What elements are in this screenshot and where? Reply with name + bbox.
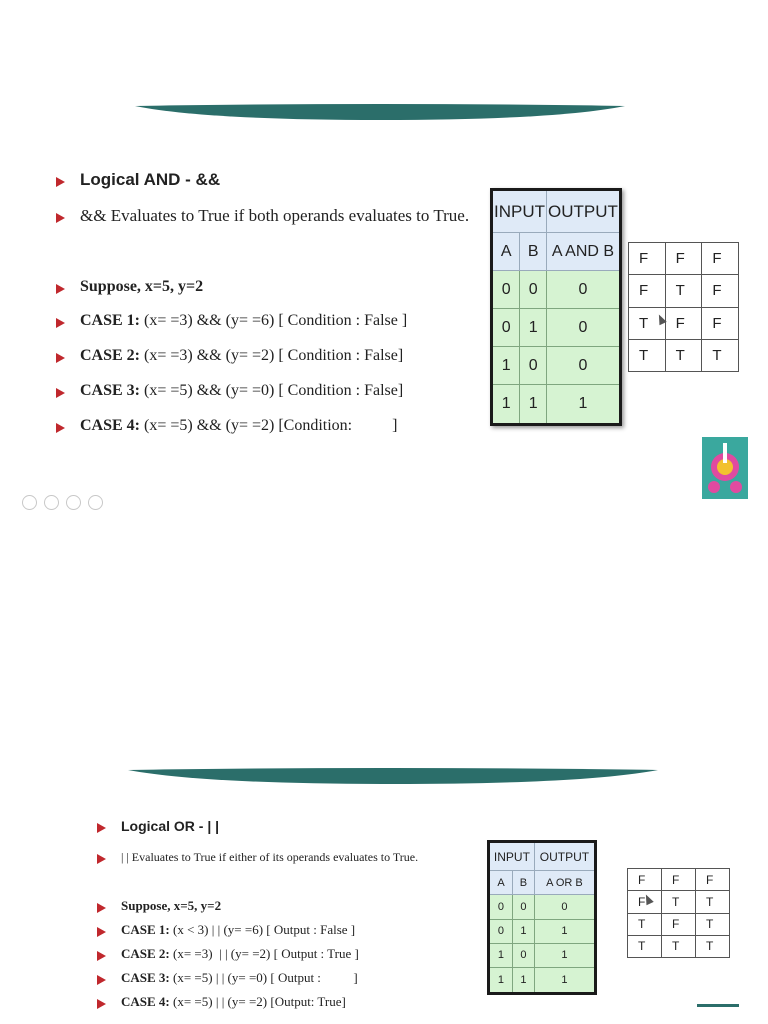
grid-cell: F xyxy=(665,307,702,339)
grid-cell: F xyxy=(696,869,730,891)
globe-icon[interactable] xyxy=(44,495,59,510)
bullet-arrow-icon xyxy=(56,353,65,363)
case-expression: (x= =5) && (y= =0) [ Condition : False] xyxy=(140,382,404,399)
table-cell: 1 xyxy=(512,968,534,994)
bullet-arrow-icon xyxy=(97,999,106,1009)
table-row xyxy=(492,271,621,309)
table-cell: 0 xyxy=(547,347,621,385)
zoom-icon[interactable] xyxy=(66,495,81,510)
table-header-row xyxy=(492,190,621,233)
grid-row xyxy=(628,913,730,935)
table-cell: 1 xyxy=(534,943,595,967)
case-label: Suppose, x=5, y=2 xyxy=(121,898,222,913)
bullet-arrow-icon xyxy=(56,423,65,433)
column-group-header: OUTPUT xyxy=(547,190,621,233)
definition-text: && Evaluates to True if both operands evaluates to True. xyxy=(80,206,470,225)
case-label: CASE 3: xyxy=(80,382,141,399)
table-row xyxy=(489,895,596,919)
bullet-list xyxy=(56,170,476,450)
table-cell: 0 xyxy=(512,895,534,919)
title-banner xyxy=(128,768,658,786)
corner-accent-bar xyxy=(697,1004,739,1007)
bullet-arrow-icon xyxy=(97,927,106,937)
bullet-list xyxy=(97,818,477,1018)
table-cell: 1 xyxy=(547,385,621,425)
table-row xyxy=(489,919,596,943)
grid-cell: T xyxy=(696,935,730,957)
table-row xyxy=(489,968,596,994)
bullet-arrow-icon xyxy=(97,854,106,864)
slide-heading: Logical OR - | | xyxy=(121,818,220,834)
grid-cell: T xyxy=(629,307,666,339)
case-label: CASE 1: xyxy=(80,312,141,329)
grid-cell: T xyxy=(628,913,662,935)
case-expression: (x= =3) && (y= =2) [ Condition : False] xyxy=(140,347,404,364)
table-cell: 0 xyxy=(489,919,513,943)
case-expression: (x= =3) && (y= =6) [ Condition : False ] xyxy=(140,312,408,329)
table-cell: 1 xyxy=(520,385,547,425)
grid-row xyxy=(629,243,739,275)
grid-row xyxy=(629,339,739,371)
grid-cell: F xyxy=(629,243,666,275)
table-row xyxy=(492,385,621,425)
more-icon[interactable] xyxy=(88,495,103,510)
table-cell: 1 xyxy=(534,919,595,943)
table-cell: 1 xyxy=(492,385,520,425)
case-expression: (x= =5) && (y= =2) [Condition: ] xyxy=(140,417,398,434)
table-header-row xyxy=(489,842,596,871)
grid-row xyxy=(628,869,730,891)
definition-text: | | Evaluates to True if either of its operands evaluates to True. xyxy=(121,850,419,864)
grid-cell: T xyxy=(696,913,730,935)
bullet-arrow-icon xyxy=(97,903,106,913)
case-expression: (x= =3) | | (y= =2) [ Output : True ] xyxy=(169,946,359,961)
table-subheader-row xyxy=(492,233,621,271)
table-cell: 0 xyxy=(534,895,595,919)
pen-icon[interactable] xyxy=(22,495,37,510)
grid-cell: T xyxy=(662,935,696,957)
table-cell: 1 xyxy=(489,943,513,967)
case-expression: (x= =5) | | (y= =2) [Output: True] xyxy=(169,994,346,1009)
case-expression: (x= =5) | | (y= =0) [ Output : ] xyxy=(169,970,358,985)
grid-row xyxy=(628,935,730,957)
table-cell: 0 xyxy=(520,271,547,309)
or-truth-table xyxy=(487,840,597,995)
grid-cell: F xyxy=(702,275,739,307)
grid-cell: F xyxy=(628,869,662,891)
table-cell: 1 xyxy=(534,968,595,994)
table-row xyxy=(492,309,621,347)
table-cell: 0 xyxy=(492,309,520,347)
grid-row xyxy=(628,891,730,913)
case-label: CASE 4: xyxy=(121,994,170,1009)
grid-cell: F xyxy=(662,913,696,935)
slide-logical-or xyxy=(0,512,768,1024)
table-cell: 1 xyxy=(512,919,534,943)
table-cell: 0 xyxy=(489,895,513,919)
bullet-arrow-icon xyxy=(97,951,106,961)
case-label: CASE 2: xyxy=(121,946,170,961)
table-cell: 0 xyxy=(547,309,621,347)
case-expression: (x < 3) | | (y= =6) [ Output : False ] xyxy=(169,922,356,937)
grid-cell: F xyxy=(665,243,702,275)
table-subheader-row xyxy=(489,871,596,895)
grid-row xyxy=(629,307,739,339)
and-truth-table xyxy=(490,188,622,426)
column-header: A AND B xyxy=(547,233,621,271)
column-header: B xyxy=(512,871,534,895)
bullet-arrow-icon xyxy=(56,284,65,294)
column-group-header: INPUT xyxy=(489,842,535,871)
table-row xyxy=(489,943,596,967)
column-header: A xyxy=(489,871,513,895)
column-group-header: OUTPUT xyxy=(534,842,595,871)
grid-cell: T xyxy=(662,891,696,913)
table-cell: 1 xyxy=(492,347,520,385)
grid-cell: F xyxy=(662,869,696,891)
case-label: CASE 4: xyxy=(80,417,141,434)
grid-cell: F xyxy=(702,307,739,339)
column-header: A OR B xyxy=(534,871,595,895)
table-row xyxy=(492,347,621,385)
slide-heading: Logical AND - && xyxy=(80,170,221,189)
grid-cell: T xyxy=(665,275,702,307)
case-label: CASE 2: xyxy=(80,347,141,364)
grid-cell: F xyxy=(628,891,662,913)
grid-cell: F xyxy=(629,275,666,307)
case-label: CASE 3: xyxy=(121,970,170,985)
grid-cell: F xyxy=(702,243,739,275)
table-cell: 1 xyxy=(489,968,513,994)
table-cell: 1 xyxy=(520,309,547,347)
table-cell: 0 xyxy=(520,347,547,385)
case-label: CASE 1: xyxy=(121,922,170,937)
table-cell: 0 xyxy=(492,271,520,309)
column-header: B xyxy=(520,233,547,271)
grid-cell: T xyxy=(702,339,739,371)
bullet-arrow-icon xyxy=(56,388,65,398)
grid-cell: T xyxy=(665,339,702,371)
bullet-arrow-icon xyxy=(97,823,106,833)
case-label: Suppose, x=5, y=2 xyxy=(80,278,204,295)
title-banner xyxy=(135,104,625,122)
bullet-arrow-icon xyxy=(97,975,106,985)
grid-cell: T xyxy=(628,935,662,957)
column-header: A xyxy=(492,233,520,271)
and-result-grid xyxy=(628,242,739,372)
presenter-thumbnail xyxy=(702,437,748,499)
bullet-arrow-icon xyxy=(56,213,65,223)
table-cell: 0 xyxy=(512,943,534,967)
column-group-header: INPUT xyxy=(492,190,547,233)
table-cell: 0 xyxy=(547,271,621,309)
or-result-grid xyxy=(627,868,730,958)
grid-row xyxy=(629,275,739,307)
grid-cell: T xyxy=(629,339,666,371)
bullet-arrow-icon xyxy=(56,318,65,328)
grid-cell: T xyxy=(696,891,730,913)
bullet-arrow-icon xyxy=(56,177,65,187)
